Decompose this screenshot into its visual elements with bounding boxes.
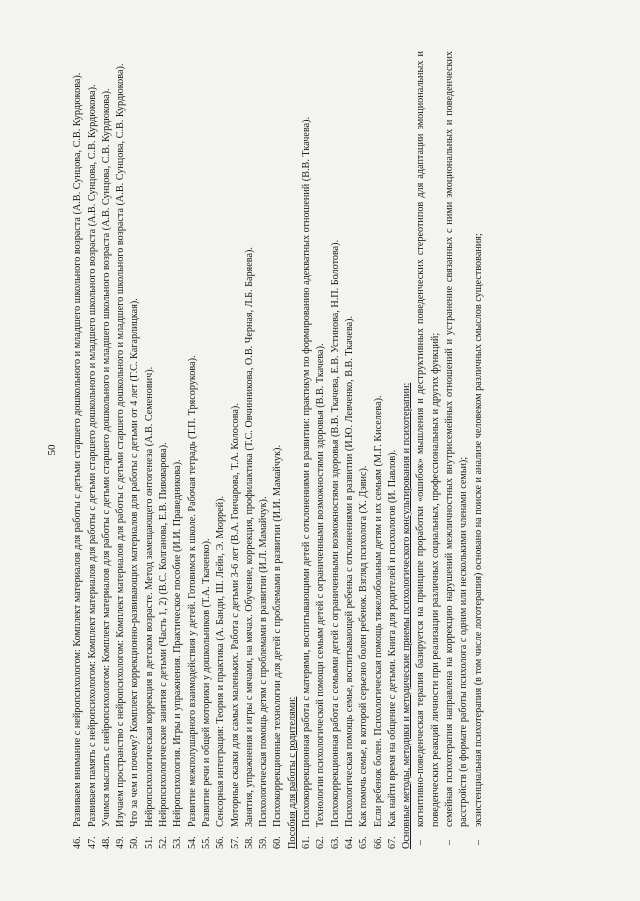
item-text: Если ребенок болен. Психологическая помощь тяжелобольным детям и их семьям (М.Г. Киселева). [372, 395, 384, 827]
list-item [300, 51, 314, 849]
item-number: 54. [186, 836, 198, 849]
list-item [186, 51, 200, 849]
item-text: Психокоррекционные технологии для детей с проблемами в развитии (И.И. Мамайчук). [272, 445, 284, 827]
item-number: 62. [315, 836, 327, 849]
item-number: 47. [86, 836, 98, 849]
list-item [114, 51, 128, 849]
item-number: 65. [358, 836, 370, 849]
item-number: 66. [372, 836, 384, 849]
item-text: Психокоррекционная работа с семьями детей с ограниченными возможностями здоровья (В.В. Ткачева, Е.В. Устинова, Н.П. Болотова). [329, 239, 341, 827]
item-number: 63. [329, 836, 341, 849]
list-item [100, 51, 114, 849]
section-heading-methods: Основные методы, методики и методические приемы психологического консультирования и психотерапии: [401, 382, 413, 849]
parents-resource-list [300, 51, 400, 849]
list-item [343, 51, 357, 849]
method-text: семейная психотерапия направлена на коррекцию нарушений межличностных внутрисемейных отношений и устранение связанных с ними эмоциональных и поведенческих расстройств (в формате работы психолога с одним или несколькими членами семьи); [444, 51, 470, 827]
item-text: Психологическая помощь детям с проблемами в развитии (И.Л. Мамайчук). [258, 496, 270, 827]
method-text: когнитивно-поведенческая терапия базируется на принципе проработки «ошибок» мышления и деструктивных поведенческих стереотипов для адаптации эмоциональных и поведенческих реакций личности при реализации различных социальных, профессиональных и других функций; [415, 51, 441, 827]
section-heading-parents: Пособия для работы с родителями: [286, 696, 298, 849]
item-text: Развиваем память с нейропсихологом: Комплект материалов для работы с детьми старшего дошкольного и младшего школьного возраста (А.В. Сунцова, С.В. Курдюкова). [86, 84, 98, 827]
page-number: 50 [46, 444, 58, 456]
list-item [386, 51, 400, 849]
item-number: 55. [200, 836, 212, 849]
item-number: 67. [386, 836, 398, 849]
item-text: Психологическая помощь семье, воспитывающей ребенка с отклонениями в развитии (И.Ю. Левченко, В.В. Ткачева). [343, 315, 355, 827]
dash-marker: – [415, 839, 427, 845]
item-text: Развитие речи и общей моторики у дошкольников (Т.А. Ткаченко). [200, 538, 212, 827]
item-number: 59. [258, 836, 270, 849]
item-number: 51. [143, 836, 155, 849]
item-text: Что за чем и почему? Комплект коррекционно-развивающих материалов для работы с детьми от 4 лет (Г.С. Кагарлицкая). [129, 298, 141, 827]
list-item [143, 51, 157, 849]
method-item [414, 51, 443, 849]
item-text: Занятия, упражнения и игры с мячами, на мячах. Обучение, коррекция, профилактика (Т.С. Овчинникова, О.В. Черная, Л.Б. Баряева). [243, 247, 255, 827]
document-page [37, 25, 597, 875]
list-item [229, 51, 243, 849]
list-item [171, 51, 185, 849]
item-text: Сенсорная интеграция: Теория и практика (А. Банди, Ш. Лейн, Э. Мюррей). [215, 495, 227, 827]
list-item [271, 51, 285, 849]
list-item [329, 51, 343, 849]
item-number: 46. [72, 836, 84, 849]
item-text: Как найти время на общение с детьми. Книга для родителей и психологов (И. Павлов). [386, 449, 398, 827]
list-item [243, 51, 257, 849]
item-number: 64. [343, 836, 355, 849]
dash-marker: – [444, 839, 456, 845]
item-number: 53. [172, 836, 184, 849]
list-item [214, 51, 228, 849]
dash-marker: – [472, 839, 484, 845]
list-item [200, 51, 214, 849]
item-number: 49. [115, 836, 127, 849]
methods-list [414, 51, 485, 849]
method-item [443, 51, 472, 849]
item-text: Нейропсихологическая коррекция в детском возрасте. Метод замещающего онтогенеза (А.В. Семенович). [143, 366, 155, 827]
item-number: 60. [272, 836, 284, 849]
item-number: 58. [243, 836, 255, 849]
method-item [472, 51, 486, 849]
item-number: 57. [229, 836, 241, 849]
item-number: 56. [215, 836, 227, 849]
list-item [71, 51, 85, 849]
item-text: Развитие межполушарного взаимодействия у детей. Готовимся к школе. Рабочая тетрадь (Т.П. Трясорукова). [186, 355, 198, 827]
list-item [128, 51, 142, 849]
list-item [357, 51, 371, 849]
item-text: Психокоррекционная работа с матерями, воспитывающими детей с отклонениями в развитии: практикум по формированию адекватных отношений (В.В. Ткачева). [301, 116, 313, 827]
item-text: Изучаем пространство с нейропсихологом: Комплект материалов для работы с детьми старшего дошкольного и младшего школьного возраста (А.В. Сунцова, С.В. Курдюкова). [115, 63, 127, 827]
item-text: Развиваем внимание с нейропсихологом: Комплект материалов для работы с детьми старшего дошкольного и младшего школьного возраста (А.В. Сунцова, С.В. Курдюкова). [72, 72, 84, 827]
list-item [314, 51, 328, 849]
item-number: 52. [158, 836, 170, 849]
resource-list [71, 51, 285, 849]
list-item [157, 51, 171, 849]
item-text: Технологии психологической помощи семьям детей с ограниченными возможностями здоровья (В.В. Ткачева). [315, 343, 327, 827]
list-item [86, 51, 100, 849]
method-text: экзистенциальная психотерапия (в том числе логотерапия) основано на поиске и анализе человеком различных смыслов существования; [472, 233, 484, 827]
item-text: Моторные сказки для самых маленьких. Работа с детьми 3-6 лет (В.А. Гончарова, Т.А. Колосова). [229, 403, 241, 827]
item-text: Как помочь семье, в которой серьезно болен ребенок. Взгляд психолога (Х. Дэвис). [358, 465, 370, 827]
item-text: Нейропсихологические занятия с детьми (Часть 1, 2) (В.С. Колганова, Е.В. Пивоварова). [158, 442, 170, 827]
item-number: 48. [100, 836, 112, 849]
item-number: 61. [301, 836, 313, 849]
list-item [372, 51, 386, 849]
item-number: 50. [129, 836, 141, 849]
item-text: Учимся мыслить с нейропсихологом: Комплект материалов для работы с детьми старшего дошкольного и младшего школьного возраста (А.В. Сунцова, С.В. Курдюкова). [100, 88, 112, 827]
list-item [257, 51, 271, 849]
item-text: Нейропсихология. Игры и упражнения. Практическое пособие (И.И. Праведникова). [172, 459, 184, 827]
